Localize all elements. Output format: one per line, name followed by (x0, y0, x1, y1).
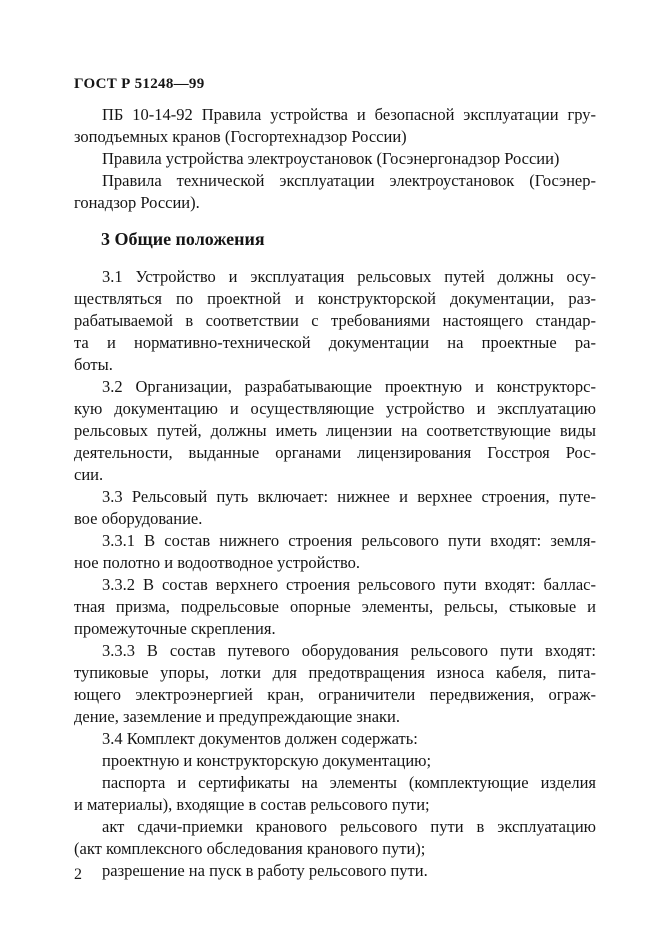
paragraph-line: промежуточные скрепления. (74, 619, 276, 638)
paragraph-line: 3.2 Организации, разрабатывающие проектную и конструкторс- (102, 377, 596, 396)
list-item-line: и материалы), входящие в состав рельсового пути; (74, 795, 430, 814)
paragraph-line: дение, заземление и предупреждающие знаки. (74, 707, 401, 726)
list-item-line: (акт комплексного обследования кранового пути); (74, 839, 426, 858)
paragraph-line: боты. (74, 355, 113, 374)
paragraph-line: ное полотно и водоотводное устройство. (74, 553, 361, 572)
paragraph-line: рабатываемой в соответствии с требованиями настоящего стандар- (74, 311, 596, 330)
normative-references (74, 104, 596, 214)
section-body (74, 266, 596, 882)
paragraph-line: 3.3.1 В состав нижнего строения рельсового пути входят: земля- (102, 531, 596, 550)
paragraph-line: 3.1 Устройство и эксплуатация рельсовых путей должны осу- (102, 267, 596, 286)
paragraph-line: 3.4 Комплект документов должен содержать: (102, 729, 418, 748)
list-item-line: акт сдачи-приемки кранового рельсового пути в эксплуатацию (102, 817, 596, 836)
paragraph-line: кую документацию и осуществляющие устройство и эксплуатацию (74, 399, 596, 418)
reference-line: Правила технической эксплуатации электроустановок (Госэнер- (102, 171, 596, 190)
paragraph-line: ющего электроэнергией кран, ограничители передвижения, ограж- (74, 685, 596, 704)
paragraph-line: 3.3.2 В состав верхнего строения рельсового пути входят: баллас- (102, 575, 596, 594)
paragraph-line: деятельности, выданные органами лицензирования Госстроя Рос- (74, 443, 596, 462)
paragraph-line: рельсовых путей, должны иметь лицензии на соответствующие виды (74, 421, 596, 440)
list-item-line: проектную и конструкторскую документацию; (102, 751, 432, 770)
paragraph-line: та и нормативно-технической документации на проектные ра- (74, 333, 596, 352)
reference-line: ПБ 10-14-92 Правила устройства и безопасной эксплуатации гру- (102, 105, 596, 124)
paragraph-line: ществляться по проектной и конструкторской документации, раз- (74, 289, 596, 308)
page-number: 2 (74, 866, 82, 883)
paragraph-line: 3.3.3 В состав путевого оборудования рельсового пути входят: (102, 641, 596, 660)
document-header: ГОСТ Р 51248—99 (74, 76, 205, 92)
paragraph-line: сии. (74, 465, 104, 484)
section-title: 3 Общие положения (101, 229, 265, 249)
reference-line: Правила устройства электроустановок (Госэнергонадзор России) (102, 149, 560, 168)
paragraph-line: тупиковые упоры, лотки для предотвращения износа кабеля, пита- (74, 663, 596, 682)
list-item-line: разрешение на пуск в работу рельсового пути. (102, 861, 428, 880)
reference-line: гонадзор России). (74, 193, 200, 212)
list-item-line: паспорта и сертификаты на элементы (комплектующие изделия (102, 773, 596, 792)
paragraph-line: 3.3 Рельсовый путь включает: нижнее и верхнее строения, путе- (102, 487, 596, 506)
paragraph-line: тная призма, подрельсовые опорные элементы, рельсы, стыковые и (74, 597, 596, 616)
paragraph-line: вое оборудование. (74, 509, 203, 528)
reference-line: зоподъемных кранов (Госгортехнадзор России) (74, 127, 407, 146)
